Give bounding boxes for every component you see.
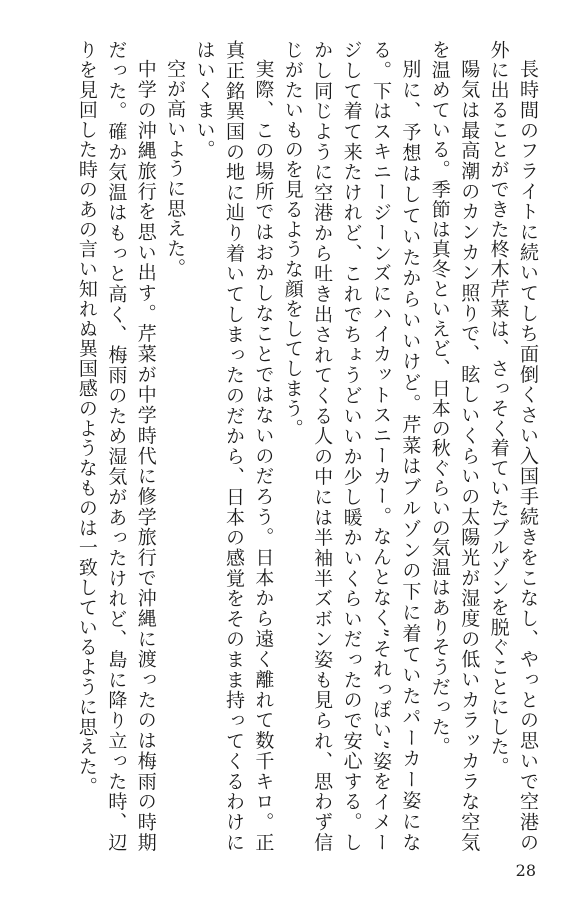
page-number: 28 xyxy=(515,861,536,880)
paragraph-2: 陽気は最高潮のカンカン照りで、眩しいくらいの太陽光が湿度の低いカラッカラな空気を温めている。季節は真冬といえど、日本の秋ぐらいの気温はありそうだった。 xyxy=(428,40,481,852)
paragraph-3: 別に、予想はしていたからいいけど。芹菜はブルゾンの下に着ていたパーカー姿になる。下はスキニージーンズにハイカットスニーカー。なんとなく”それっぽい”姿をイメージして着て来たけれど、これでちょうどいいか少し暖かいくらいだったので安心する。しかし同じように空港から吐き出されてくる人の中には半袖半ズボン姿も見られ、思わず信じがたいものを見るような顔をしてしまう。 xyxy=(281,40,422,852)
body-text xyxy=(32,40,542,852)
paragraph-5: 空が高いように思えた。 xyxy=(164,59,187,278)
paragraph-1: 長時間のフライトに続いてしち面倒くさい入国手続きをこなし、やっとの思いで空港の外に出ることができた柊木芹菜は、さっそく着ていたブルゾンを脱ぐことにした。 xyxy=(487,40,539,852)
paragraph-4: 実際、この場所ではおかしなことではないのだろう。日本から遠く離れて数千キロ。正真正銘異国の地に辿り着いてしまったのだから、日本の感覚をそのまま持ってくるわけにはいくまい。 xyxy=(193,40,275,852)
paragraph-6: 中学の沖縄旅行を思い出す。芹菜が中学時代に修学旅行で沖縄に渡ったのは梅雨の時期だった。確か気温はもっと高く、梅雨のため湿気があったけれど、島に降り立った時、辺りを見回した時のあの言い知れぬ異国感のようなものは一致しているように思えた。 xyxy=(75,40,157,852)
